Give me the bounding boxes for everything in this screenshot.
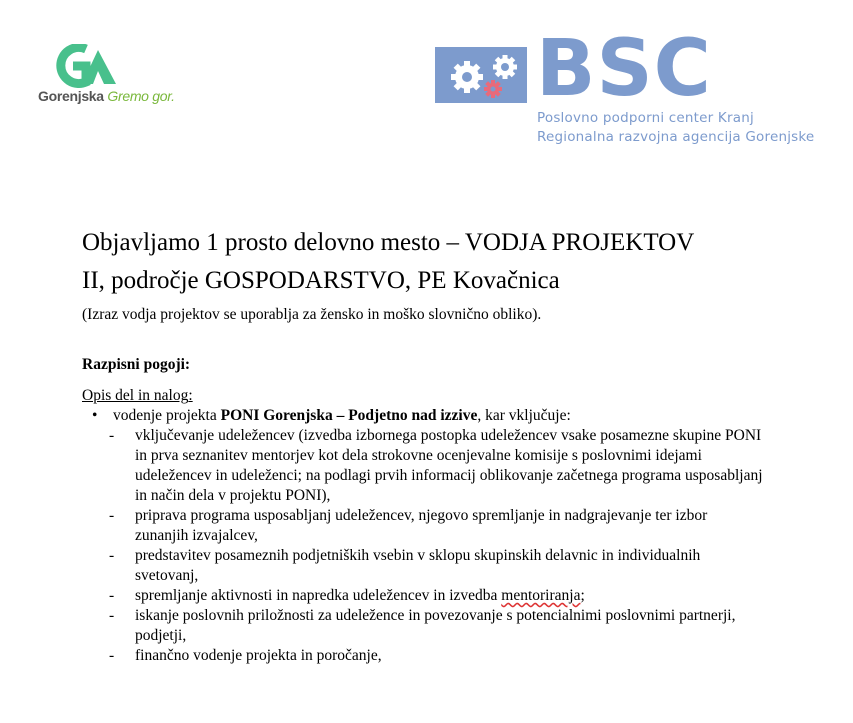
subsection-title-text: Opis del in nalog <box>82 387 189 404</box>
subsection-colon: : <box>188 387 193 404</box>
dash-icon: - <box>109 507 115 524</box>
bsc-subtitle-line1: Poslovno podporni center Kranj <box>537 110 754 126</box>
dash-icon: - <box>109 607 115 624</box>
list-item <box>82 506 763 546</box>
job-posting-title: Objavljamo 1 prosto delovno mesto – VODJA PROJEKTOV II, področje GOSPODARSTVO, PE Kovačnica <box>82 229 694 294</box>
gorenjska-logo-text <box>38 88 175 104</box>
list-item-text: predstavitev posameznih podjetniških vsebin v sklopu skupinskih delavnic in individualnih svetovanj, <box>135 547 701 584</box>
list-item <box>82 586 763 606</box>
bullet-prefix: vodenje projekta <box>113 407 221 424</box>
dash-icon: - <box>109 427 115 444</box>
list-item <box>82 426 763 506</box>
bullet-item <box>82 406 782 426</box>
list-item-text: vključevanje udeležencev (izvedba izbornega postopka udeležencev vsake posamezne skupine PONI in prva seznanitev mentorjev kot dela strokovne ocenjevalne komisije s poslovnimi idejami udeležencev in udeleženci; na podlagi prvih informacij oblikovanje začetnega programa usposabljanj in način dela v projektu PONI), <box>135 427 763 504</box>
list-item-end: ; <box>580 587 585 604</box>
subsection-title <box>82 386 782 406</box>
bsc-wordmark: BSC <box>536 24 712 114</box>
section-title: Razpisni pogoji: <box>82 356 191 373</box>
list-item-text: priprava programa usposabljanj udeležencev, njegovo spremljanje in nadgrajevanje ter izbor zunanjih izvajalcev, <box>135 507 708 544</box>
gorenjska-word: Gorenjska <box>38 88 104 104</box>
gorenjska-ga-mark-icon <box>46 44 118 88</box>
bsc-subtitle-line2: Regionalna razvojna agencija Gorenjske <box>537 129 815 145</box>
bullet-dot-icon: • <box>92 407 98 424</box>
list-item <box>82 606 763 646</box>
document-body <box>82 224 782 666</box>
bullet-suffix: , kar vključuje: <box>477 407 571 424</box>
list-item-text: spremljanje aktivnosti in napredka udeležencev in izvedba <box>135 587 502 604</box>
dash-icon: - <box>109 587 115 604</box>
bsc-gears-icon <box>435 47 527 103</box>
bullet-project-name: PONI Gorenjska – Podjetno nad izzive <box>220 407 478 424</box>
list-item-text: iskanje poslovnih priložnosti za udeležence in povezovanje s potencialnimi poslovnimi partnerji, podjetji, <box>135 607 736 644</box>
dash-icon: - <box>109 647 115 664</box>
gender-note: (Izraz vodja projektov se uporablja za žensko in moško slovnično obliko). <box>82 306 542 323</box>
gremo-gor-slogan: Gremo gor. <box>107 88 175 104</box>
list-item-text: finančno vodenje projekta in poročanje, <box>135 647 382 664</box>
task-list <box>82 426 782 666</box>
spellcheck-flagged-word[interactable]: mentoriranja <box>501 587 581 604</box>
dash-icon: - <box>109 547 115 564</box>
gorenjska-logo <box>38 44 178 114</box>
list-item <box>82 646 763 666</box>
list-item <box>82 546 763 586</box>
bsc-logo <box>435 24 825 145</box>
